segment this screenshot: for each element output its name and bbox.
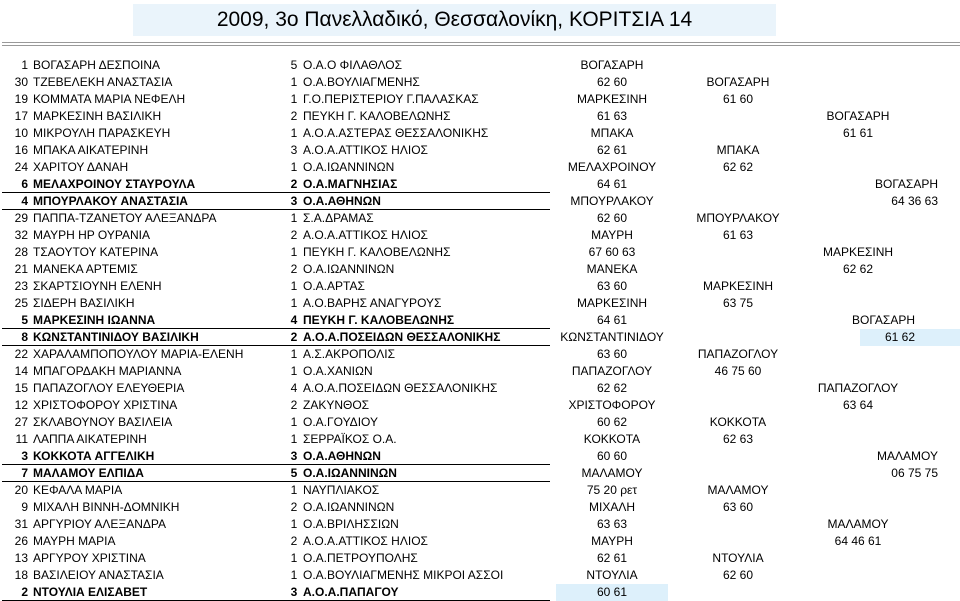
player-group: 1 bbox=[290, 211, 298, 225]
player-group: 1 bbox=[290, 279, 298, 293]
bracket-entry: ΜΑΝΕΚΑ bbox=[586, 262, 638, 276]
player-name: ΜΑΡΚΕΣΙΝΗ ΒΑΣΙΛΙΚΗ bbox=[33, 109, 162, 123]
bracket-entry: ΜΑΥΡΗ bbox=[591, 534, 633, 548]
table-row bbox=[0, 244, 960, 261]
player-name: ΒΟΓΑΣΑΡΗ ΔΕΣΠΟΙΝΑ bbox=[33, 58, 161, 72]
player-club: Ο.Α.Ο ΦΙΛΑΘΛΟΣ bbox=[303, 58, 402, 72]
player-name: ΒΑΣΙΛΕΙΟΥ ΑΝΑΣΤΑΣΙΑ bbox=[33, 568, 164, 582]
table-row bbox=[0, 584, 960, 601]
bracket-entry: 62 63 bbox=[722, 432, 754, 446]
bracket-cell bbox=[722, 431, 754, 448]
bracket-cell bbox=[568, 397, 656, 414]
player-group: 5 bbox=[290, 58, 298, 72]
bracket-cell bbox=[586, 261, 638, 278]
bracket-cell bbox=[891, 193, 939, 210]
bracket-entry: 62 62 bbox=[722, 160, 754, 174]
bracket-cell bbox=[596, 74, 628, 91]
player-seed: 12 bbox=[14, 398, 28, 412]
player-group: 1 bbox=[290, 568, 298, 582]
player-name: ΚΟΜΜΑΤΑ ΜΑΡΙΑ ΝΕΦΕΛΗ bbox=[33, 92, 186, 106]
bracket-entry: 64 61 bbox=[596, 177, 628, 191]
player-group: 1 bbox=[290, 551, 298, 565]
player-club: Ο.Α.ΙΩΑΝΝΙΝΩΝ bbox=[303, 500, 395, 514]
bracket-entry: 62 61 bbox=[596, 143, 628, 157]
table-row bbox=[0, 346, 960, 363]
table-row bbox=[0, 125, 960, 142]
player-seed: 20 bbox=[14, 483, 28, 497]
bracket-cell bbox=[842, 397, 874, 414]
bracket-entry: 63 64 bbox=[842, 398, 874, 412]
bracket-cell bbox=[714, 363, 762, 380]
player-group: 4 bbox=[290, 313, 298, 327]
table-row bbox=[0, 227, 960, 244]
table-row bbox=[0, 550, 960, 567]
player-name: ΚΩΝΣΤΑΝΤΙΝΙΔΟΥ ΒΑΣΙΛΙΚΗ bbox=[33, 330, 199, 344]
bracket-entry: 75 20 ρετ bbox=[586, 483, 638, 497]
player-club: Α.Ο.Α.ΠΟΣΕΙΔΩΝ ΘΕΣΣΑΛΟΝΙΚΗΣ bbox=[303, 381, 498, 395]
player-name: ΜΑΥΡΗ ΗΡ ΟΥΡΑΝΙΑ bbox=[33, 228, 150, 242]
bracket-cell bbox=[722, 159, 754, 176]
player-club: Ο.Α.ΒΟΥΛΙΑΓΜΕΝΗΣ bbox=[303, 75, 420, 89]
bracket-entry: ΜΙΧΑΛΗ bbox=[588, 500, 636, 514]
player-name: ΝΤΟΥΛΙΑ ΕΛΙΣΑΒΕΤ bbox=[33, 585, 148, 599]
player-group: 1 bbox=[290, 92, 298, 106]
player-seed: 6 bbox=[21, 177, 28, 191]
bracket-entry: ΒΟΓΑΣΑΡΗ bbox=[826, 109, 890, 123]
player-name: ΧΡΙΣΤΟΦΟΡΟΥ ΧΡΙΣΤΙΝΑ bbox=[33, 398, 178, 412]
bracket-entry: ΧΡΙΣΤΟΦΟΡΟΥ bbox=[568, 398, 656, 412]
player-group: 3 bbox=[290, 194, 298, 208]
player-club: ΖΑΚΥΝΘΟΣ bbox=[303, 398, 370, 412]
table-row bbox=[0, 159, 960, 176]
table-row bbox=[0, 516, 960, 533]
player-seed: 16 bbox=[14, 143, 28, 157]
player-name: ΜΑΡΚΕΣΙΝΗ ΙΩΑΝΝΑ bbox=[33, 313, 156, 327]
player-group: 1 bbox=[290, 432, 298, 446]
bracket-entry: ΜΑΡΚΕΣΙΝΗ bbox=[576, 92, 648, 106]
player-group: 2 bbox=[290, 228, 298, 242]
player-name: ΜΙΧΑΛΗ ΒΙΝΝΗ-ΔΟΜΝΙΚΗ bbox=[33, 500, 180, 514]
bracket-cell bbox=[596, 346, 628, 363]
bracket-entry: ΠΑΠΑΖΟΓΛΟΥ bbox=[571, 364, 653, 378]
table-row bbox=[0, 533, 960, 550]
player-seed: 9 bbox=[21, 500, 28, 514]
player-seed: 27 bbox=[14, 415, 28, 429]
bracket-entry: ΝΤΟΥΛΙΑ bbox=[586, 568, 638, 582]
player-group: 1 bbox=[290, 517, 298, 531]
player-name: ΜΠΑΚΑ ΑΙΚΑΤΕΡΙΝΗ bbox=[33, 143, 149, 157]
player-club: ΝΑΥΠΛΙΑΚΟΣ bbox=[303, 483, 380, 497]
bracket-entry: ΜΠΟΥΡΛΑΚΟΥ bbox=[696, 211, 780, 225]
player-seed: 1 bbox=[21, 58, 28, 72]
player-club: Α.Σ.ΑΚΡΟΠΟΛΙΣ bbox=[303, 347, 395, 361]
bracket-entry: ΚΩΝΣΤΑΝΤΙΝΙΔΟΥ bbox=[560, 330, 664, 344]
bracket-entry: 67 60 63 bbox=[588, 245, 636, 259]
bracket-cell bbox=[571, 363, 653, 380]
player-seed: 24 bbox=[14, 160, 28, 174]
bracket-entry: 64 46 61 bbox=[834, 534, 882, 548]
table-row bbox=[0, 91, 960, 108]
player-seed: 32 bbox=[14, 228, 28, 242]
player-club: Ο.Α.ΙΩΑΝΝΙΝΩΝ bbox=[303, 466, 397, 480]
player-club: Α.Ο.Α.ΠΑΠΑΓΟΥ bbox=[303, 585, 399, 599]
player-club: Α.Ο.ΒΑΡΗΣ ΑΝΑΓΥΡΟΥΣ bbox=[303, 296, 442, 310]
player-club: Ο.Α.ΓΟΥΔΙΟΥ bbox=[303, 415, 378, 429]
bracket-entry: ΚΟΚΚΟΤΑ bbox=[709, 415, 767, 429]
player-seed: 14 bbox=[14, 364, 28, 378]
bracket-cell bbox=[560, 329, 664, 346]
player-club: Σ.Α.ΔΡΑΜΑΣ bbox=[303, 211, 374, 225]
bracket-cell bbox=[588, 499, 636, 516]
player-club: Ο.Α.ΧΑΝΙΩΝ bbox=[303, 364, 373, 378]
player-name: ΧΑΡΑΛΑΜΠΟΠΟΥΛΟΥ ΜΑΡΙΑ-ΕΛΕΝΗ bbox=[33, 347, 244, 361]
bracket-entry: ΠΑΠΑΖΟΓΛΟΥ bbox=[817, 381, 899, 395]
bracket-entry: ΒΟΓΑΣΑΡΗ bbox=[875, 177, 938, 191]
player-name: ΚΟΚΚΟΤΑ ΑΓΓΕΛΙΚΗ bbox=[33, 449, 155, 463]
player-name: ΑΡΓΥΡΟΥ ΧΡΙΣΤΙΝΑ bbox=[33, 551, 146, 565]
bracket-cell bbox=[567, 159, 657, 176]
table-row bbox=[0, 482, 960, 499]
table-row bbox=[0, 261, 960, 278]
player-group: 1 bbox=[290, 75, 298, 89]
player-name: ΤΣΑΟΥΤΟΥ ΚΑΤΕΡΙΝΑ bbox=[33, 245, 159, 259]
bracket-cell bbox=[826, 108, 890, 125]
table-row bbox=[0, 363, 960, 380]
bracket-cell bbox=[590, 125, 634, 142]
table-row bbox=[0, 142, 960, 159]
table-row bbox=[0, 193, 960, 210]
bracket-entry: 63 60 bbox=[722, 500, 754, 514]
bracket-entry: 46 75 60 bbox=[714, 364, 762, 378]
table-row bbox=[0, 448, 960, 465]
bracket-entry: ΚΟΚΚΟΤΑ bbox=[583, 432, 641, 446]
player-name: ΜΕΛΑΧΡΟΙΝΟΥ ΣΤΑΥΡΟΥΛΑ bbox=[33, 177, 196, 191]
bracket-cell bbox=[697, 346, 779, 363]
bracket-entry: 61 62 bbox=[884, 330, 915, 344]
bracket-cell bbox=[716, 142, 760, 159]
player-group: 3 bbox=[290, 585, 298, 599]
player-group: 1 bbox=[290, 296, 298, 310]
bracket-cell bbox=[722, 295, 754, 312]
bracket-cell bbox=[596, 312, 628, 329]
player-name: ΤΖΕΒΕΛΕΚΗ ΑΝΑΣΤΑΣΙΑ bbox=[33, 75, 173, 89]
bracket-cell bbox=[891, 465, 939, 482]
player-group: 1 bbox=[290, 347, 298, 361]
bracket-entry: ΝΤΟΥΛΙΑ bbox=[712, 551, 764, 565]
bracket-cell bbox=[702, 278, 774, 295]
player-seed: 11 bbox=[15, 432, 28, 446]
bracket-entry: ΒΟΓΑΣΑΡΗ bbox=[852, 313, 915, 327]
bracket-cell bbox=[696, 210, 780, 227]
bracket-entry: 61 61 bbox=[842, 126, 874, 140]
table-row bbox=[0, 414, 960, 431]
player-seed: 17 bbox=[14, 109, 28, 123]
bracket-entry: ΜΑΛΑΜΟΥ bbox=[877, 449, 938, 463]
bracket-entry: ΒΟΓΑΣΑΡΗ bbox=[580, 58, 644, 72]
bracket-entry: ΜΕΛΑΧΡΟΙΝΟΥ bbox=[567, 160, 657, 174]
bracket-entry: ΜΑΡΚΕΣΙΝΗ bbox=[702, 279, 774, 293]
player-club: Ο.Α.ΒΡΙΛΗΣΣΙΩΝ bbox=[303, 517, 399, 531]
player-club: ΠΕΥΚΗ Γ. ΚΑΛΟΒΕΛΩΝΗΣ bbox=[303, 245, 451, 259]
player-name: ΚΕΦΑΛΑ ΜΑΡΙΑ bbox=[33, 483, 123, 497]
player-club: Ο.Α.ΙΩΑΝΝΙΝΩΝ bbox=[303, 160, 395, 174]
bracket-cell bbox=[596, 108, 628, 125]
player-group: 3 bbox=[290, 143, 298, 157]
player-group: 2 bbox=[290, 177, 298, 191]
player-group: 3 bbox=[290, 449, 298, 463]
bracket-cell bbox=[842, 125, 874, 142]
player-club: ΠΕΥΚΗ Γ. ΚΑΛΟΒΕΛΩΝΗΣ bbox=[303, 313, 455, 327]
table-row bbox=[0, 176, 960, 193]
page-title: 2009, 3ο Πανελλαδικό, Θεσσαλονίκη, ΚΟΡΙΤΣΙΑ 14 bbox=[216, 8, 693, 31]
player-seed: 8 bbox=[21, 330, 28, 344]
bracket-cell bbox=[722, 499, 754, 516]
player-name: ΠΑΠΠΑ-ΤΖΑΝΕΤΟΥ ΑΛΕΞΑΝΔΡΑ bbox=[33, 211, 217, 225]
player-name: ΜΑΛΑΜΟΥ ΕΛΠΙΔΑ bbox=[33, 466, 144, 480]
player-group: 2 bbox=[290, 262, 298, 276]
player-club: Ο.Α.ΠΕΤΡΟΥΠΟΛΗΣ bbox=[303, 551, 418, 565]
bracket-cell bbox=[834, 533, 882, 550]
player-name: ΜΠΑΓΟΡΔΑΚΗ ΜΑΡΙΑΝΝΑ bbox=[33, 364, 182, 378]
bracket-cell bbox=[580, 57, 644, 74]
player-name: ΣΚΛΑΒΟΥΝΟΥ ΒΑΣΙΛΕΙΑ bbox=[33, 415, 173, 429]
bracket-entry: 64 61 bbox=[596, 313, 628, 327]
player-group: 2 bbox=[290, 398, 298, 412]
bracket-cell bbox=[570, 193, 654, 210]
table-row bbox=[0, 278, 960, 295]
table-row bbox=[0, 74, 960, 91]
bracket-entry: ΜΑΥΡΗ bbox=[591, 228, 633, 242]
player-seed: 5 bbox=[21, 313, 28, 327]
bracket-entry: ΜΑΡΚΕΣΙΝΗ bbox=[822, 245, 894, 259]
bracket-entry: 62 62 bbox=[596, 381, 628, 395]
player-name: ΜΑΥΡΗ ΜΑΡΙΑ bbox=[33, 534, 116, 548]
bracket-cell bbox=[709, 414, 767, 431]
player-group: 5 bbox=[290, 466, 298, 480]
player-seed: 22 bbox=[14, 347, 28, 361]
bracket-cell bbox=[817, 380, 899, 397]
player-club: ΠΕΥΚΗ Γ. ΚΑΛΟΒΕΛΩΝΗΣ bbox=[303, 109, 451, 123]
player-club: ΣΕΡΡΑΪΚΟΣ Ο.Α. bbox=[303, 432, 397, 446]
table-row bbox=[0, 108, 960, 125]
bracket-cell bbox=[591, 533, 633, 550]
player-seed: 19 bbox=[14, 92, 28, 106]
bracket-cell bbox=[884, 329, 916, 346]
bracket-entry: ΜΠΑΚΑ bbox=[590, 126, 634, 140]
player-seed: 29 bbox=[14, 211, 28, 225]
player-seed: 10 bbox=[14, 126, 28, 140]
table-row bbox=[0, 431, 960, 448]
player-name: ΠΑΠΑΖΟΓΛΟΥ ΕΛΕΥΘΕΡΙΑ bbox=[33, 381, 185, 395]
player-name: ΜΠΟΥΡΛΑΚΟΥ ΑΝΑΣΤΑΣΙΑ bbox=[33, 194, 188, 208]
bracket-cell bbox=[722, 91, 754, 108]
bracket-cell bbox=[586, 482, 638, 499]
player-club: Ο.Α.ΜΑΓΝΗΣΙΑΣ bbox=[303, 177, 398, 191]
table-row bbox=[0, 499, 960, 516]
bracket-entry: ΜΠΑΚΑ bbox=[716, 143, 760, 157]
player-name: ΜΑΝΕΚΑ ΑΡΤΕΜΙΣ bbox=[33, 262, 138, 276]
player-group: 1 bbox=[290, 160, 298, 174]
bracket-entry: 62 61 bbox=[596, 551, 628, 565]
bracket-entry: 60 61 bbox=[596, 585, 628, 599]
table-row bbox=[0, 295, 960, 312]
bracket-entry: 63 75 bbox=[722, 296, 754, 310]
player-seed: 3 bbox=[21, 449, 28, 463]
player-seed: 23 bbox=[14, 279, 28, 293]
player-group: 2 bbox=[290, 330, 298, 344]
player-seed: 4 bbox=[21, 194, 28, 208]
bracket-cell bbox=[875, 176, 939, 193]
player-name: ΛΑΠΠΑ ΑΙΚΑΤΕΡΙΝΗ bbox=[33, 432, 147, 446]
bracket-cell bbox=[596, 550, 628, 567]
player-club: Α.Ο.Α.ΑΣΤΕΡΑΣ ΘΕΣΣΑΛΟΝΙΚΗΣ bbox=[303, 126, 489, 140]
player-seed: 26 bbox=[14, 534, 28, 548]
player-name: ΑΡΓΥΡΙΟΥ ΑΛΕΞΑΝΔΡΑ bbox=[33, 517, 166, 531]
player-seed: 28 bbox=[14, 245, 28, 259]
table-row bbox=[0, 567, 960, 584]
player-club: Ο.Α.ΙΩΑΝΝΙΝΩΝ bbox=[303, 262, 395, 276]
bracket-cell bbox=[576, 91, 648, 108]
bracket-entry: ΜΠΟΥΡΛΑΚΟΥ bbox=[570, 194, 654, 208]
player-club: Α.Ο.Α.ΠΟΣΕΙΔΩΝ ΘΕΣΣΑΛΟΝΙΚΗΣ bbox=[303, 330, 501, 344]
bracket-cell bbox=[707, 482, 769, 499]
player-group: 2 bbox=[290, 534, 298, 548]
bracket-entry: 61 63 bbox=[596, 109, 628, 123]
bracket-entry: ΜΑΡΚΕΣΙΝΗ bbox=[576, 296, 648, 310]
bracket-cell bbox=[588, 244, 636, 261]
player-group: 1 bbox=[290, 415, 298, 429]
player-name: ΣΙΔΕΡΗ ΒΑΣΙΛΙΚΗ bbox=[33, 296, 135, 310]
player-name: ΣΚΑΡΤΣΙΟΥΝΗ ΕΛΕΝΗ bbox=[33, 279, 162, 293]
bracket-cell bbox=[596, 414, 628, 431]
player-group: 2 bbox=[290, 109, 298, 123]
player-name: ΜΙΚΡΟΥΛΗ ΠΑΡΑΣΚΕΥΗ bbox=[33, 126, 171, 140]
bracket-entry: 61 60 bbox=[722, 92, 754, 106]
bracket-entry: 62 62 bbox=[842, 262, 874, 276]
player-club: Ο.Α.ΑΘΗΝΩΝ bbox=[303, 194, 381, 208]
player-group: 4 bbox=[290, 381, 298, 395]
bracket-cell bbox=[842, 261, 874, 278]
bracket-cell bbox=[586, 567, 638, 584]
player-seed: 30 bbox=[14, 75, 28, 89]
player-seed: 2 bbox=[21, 585, 28, 599]
player-seed: 7 bbox=[21, 466, 28, 480]
bracket-cell bbox=[596, 516, 628, 533]
bracket-entry: 61 63 bbox=[722, 228, 754, 242]
player-group: 1 bbox=[290, 483, 298, 497]
table-row bbox=[0, 380, 960, 397]
player-seed: 21 bbox=[14, 262, 28, 276]
bracket-cell bbox=[596, 448, 628, 465]
table-row bbox=[0, 210, 960, 227]
bracket-cell bbox=[706, 74, 770, 91]
bracket-cell bbox=[596, 584, 628, 601]
bracket-entry: ΜΑΛΑΜΟΥ bbox=[827, 517, 889, 531]
bracket-cell bbox=[591, 227, 633, 244]
bracket-entry: 64 36 63 bbox=[891, 194, 938, 208]
player-club: Α.Ο.Α.ΑΤΤΙΚΟΣ ΗΛΙΟΣ bbox=[303, 534, 428, 548]
player-seed: 18 bbox=[14, 568, 28, 582]
bracket-cell bbox=[596, 278, 628, 295]
bracket-entry: 63 60 bbox=[596, 347, 628, 361]
bracket-cell bbox=[877, 448, 939, 465]
bracket-entry: 62 60 bbox=[722, 568, 754, 582]
player-group: 1 bbox=[290, 126, 298, 140]
bracket-entry: ΜΑΛΑΜΟΥ bbox=[581, 466, 643, 480]
player-club: Ο.Α.ΑΘΗΝΩΝ bbox=[303, 449, 381, 463]
bracket-entry: 63 63 bbox=[596, 517, 628, 531]
player-club: Α.Ο.Α.ΑΤΤΙΚΟΣ ΗΛΙΟΣ bbox=[303, 143, 428, 157]
table-row bbox=[0, 397, 960, 414]
bracket-entry: ΒΟΓΑΣΑΡΗ bbox=[706, 75, 770, 89]
player-name: ΧΑΡΙΤΟΥ ΔΑΝΑΗ bbox=[33, 160, 129, 174]
bracket-entry: 62 60 bbox=[596, 75, 628, 89]
player-seed: 31 bbox=[14, 517, 28, 531]
player-seed: 15 bbox=[14, 381, 28, 395]
player-club: Ο.Α.ΑΡΤΑΣ bbox=[303, 279, 365, 293]
player-group: 2 bbox=[290, 500, 298, 514]
player-group: 1 bbox=[290, 245, 298, 259]
bracket-cell bbox=[583, 431, 641, 448]
bracket-cell bbox=[576, 295, 648, 312]
bracket-cell bbox=[596, 176, 628, 193]
bracket-cell bbox=[827, 516, 889, 533]
bracket-entry: 62 60 bbox=[596, 211, 628, 225]
bracket-cell bbox=[822, 244, 894, 261]
player-seed: 13 bbox=[14, 551, 28, 565]
bracket-entry: ΠΑΠΑΖΟΓΛΟΥ bbox=[697, 347, 779, 361]
header-divider bbox=[2, 42, 960, 43]
bracket-cell bbox=[852, 312, 916, 329]
bracket-cell bbox=[581, 465, 643, 482]
player-group: 1 bbox=[290, 364, 298, 378]
player-club: Α.Ο.Α.ΑΤΤΙΚΟΣ ΗΛΙΟΣ bbox=[303, 228, 428, 242]
player-club: Ο.Α.ΒΟΥΛΙΑΓΜΕΝΗΣ ΜΙΚΡΟΙ ΑΣΣΟΙ bbox=[303, 568, 504, 582]
bracket-entry: 60 62 bbox=[596, 415, 628, 429]
table-row bbox=[0, 329, 960, 346]
table-row bbox=[0, 57, 960, 74]
bracket-cell bbox=[722, 567, 754, 584]
bracket-cell bbox=[722, 227, 754, 244]
bracket-cell bbox=[596, 210, 628, 227]
bracket-cell bbox=[712, 550, 764, 567]
table-row bbox=[0, 465, 960, 482]
header-divider bbox=[2, 45, 960, 46]
bracket-entry: 63 60 bbox=[596, 279, 628, 293]
player-club: Γ.Ο.ΠΕΡΙΣΤΕΡΙΟΥ Γ.ΠΑΛΑΣΚΑΣ bbox=[303, 92, 479, 106]
table-row bbox=[0, 312, 960, 329]
bracket-cell bbox=[596, 380, 628, 397]
bracket-cell bbox=[596, 142, 628, 159]
bracket-entry: ΜΑΛΑΜΟΥ bbox=[707, 483, 769, 497]
player-seed: 25 bbox=[14, 296, 28, 310]
bracket-entry: 60 60 bbox=[596, 449, 628, 463]
bracket-entry: 06 75 75 bbox=[891, 466, 938, 480]
